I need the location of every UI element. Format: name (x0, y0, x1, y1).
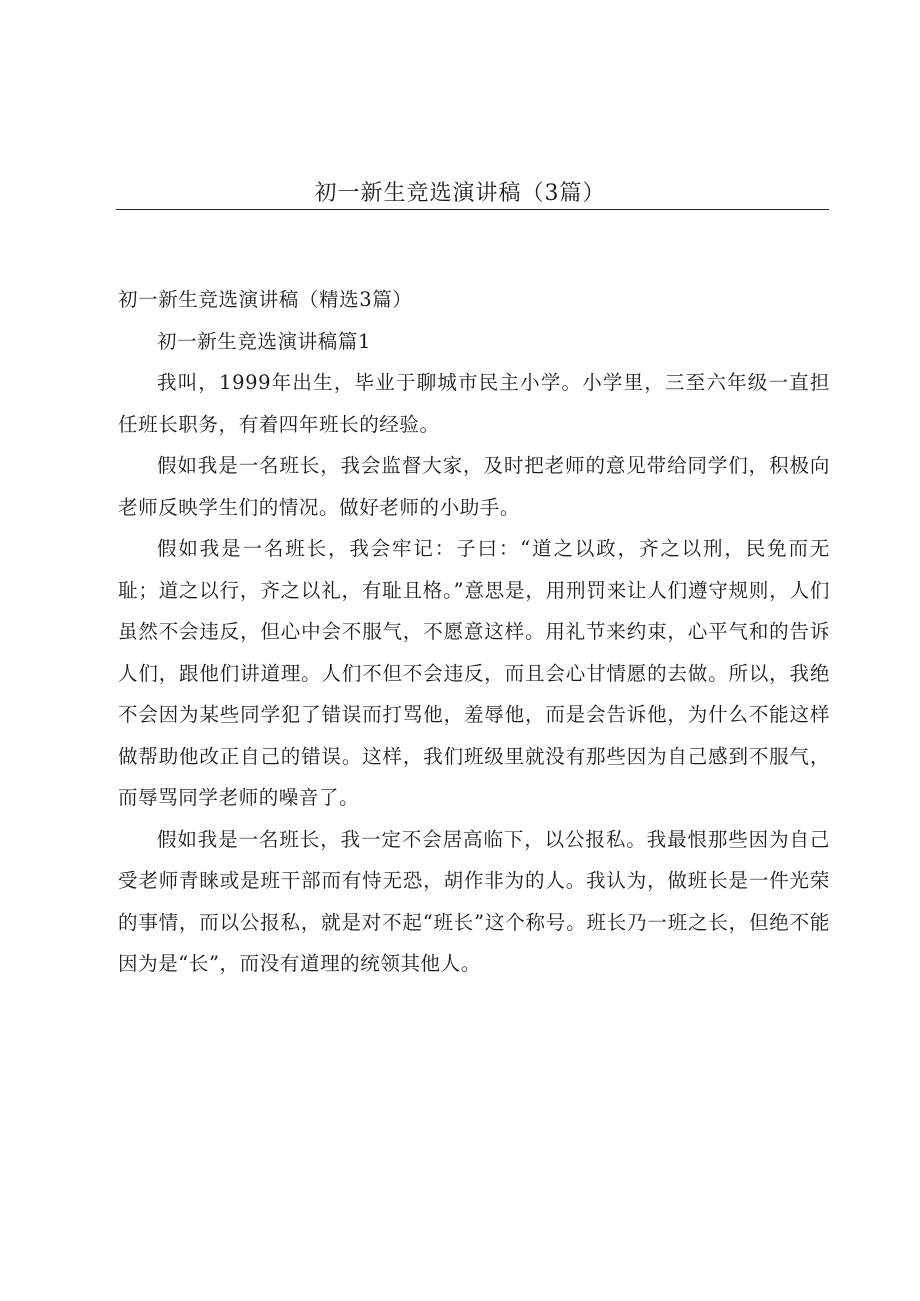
document-subtitle: 初一新生竞选演讲稿（精选3篇） (118, 288, 413, 311)
section-heading: 初一新生竞选演讲稿篇1 (157, 329, 372, 353)
paragraph: 我叫，1999年出生，毕业于聊城市民主小学。小学里，三至六年级一直担任班长职务，有着四年班长的经验。 (118, 371, 830, 436)
paragraph: 假如我是一名班长，我一定不会居高临下，以公报私。我最恨那些因为自己受老师青睐或是班干部而有恃无恐，胡作非为的人。我认为，做班长是一件光荣的事情，而以公报私，就是对不起“班长”这个称号。班长乃一班之长，但绝不能因为是“长”，而没有道理的统领其他人。 (118, 827, 830, 975)
document-title: 初一新生竞选演讲稿（3篇） (314, 181, 606, 206)
document-body (118, 279, 830, 985)
paragraph: 假如我是一名班长，我会牢记：子曰：“道之以政，齐之以刑，民免而无耻；道之以行，齐之以礼，有耻且格。”意思是，用刑罚来让人们遵守规则，人们虽然不会违反，但心中会不服气，不愿意这样。用礼节来约束，心平气和的告诉人们，跟他们讲道理。人们不但不会违反，而且会心甘情愿的去做。所以，我绝不会因为某些同学犯了错误而打骂他，羞辱他，而是会告诉他，为什么不能这样做帮助他改正自己的错误。这样，我们班级里就没有那些因为自己感到不服气，而辱骂同学老师的噪音了。 (118, 537, 830, 809)
paragraph: 假如我是一名班长，我会监督大家，及时把老师的意见带给同学们，积极向老师反映学生们的情况。做好老师的小助手。 (118, 454, 830, 519)
title-underline (116, 209, 829, 210)
